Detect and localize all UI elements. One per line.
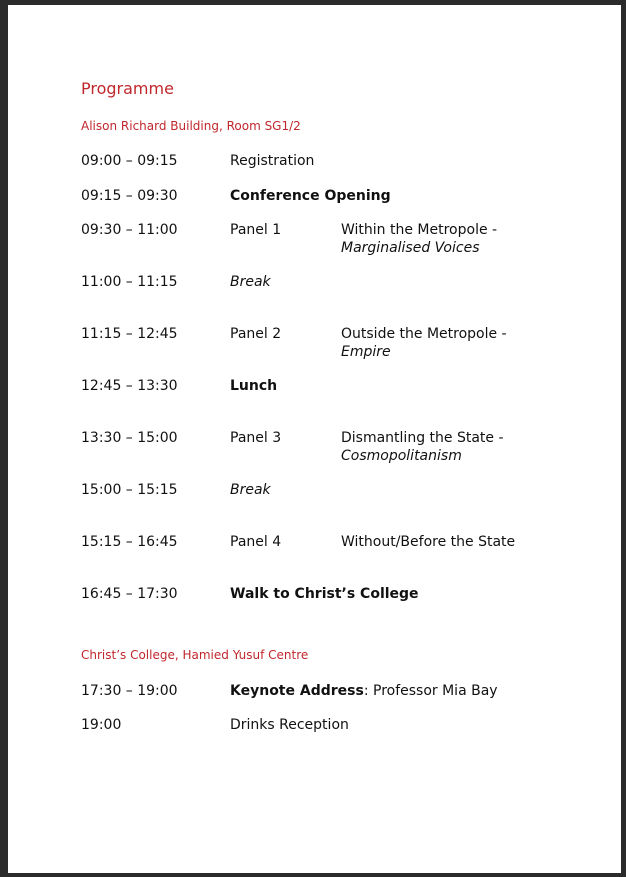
row-label: [230, 682, 498, 700]
row-label: Registration: [230, 153, 315, 169]
keynote-speaker: : Professor Mia Bay: [363, 683, 498, 699]
venue-heading-1: Alison Richard Building, Room SG1/2: [81, 119, 301, 133]
row-label: Panel 4: [230, 534, 282, 550]
row-description: [341, 221, 497, 257]
row-time: 16:45 – 17:30: [81, 586, 178, 602]
row-label: Panel 1: [230, 222, 282, 238]
row-desc-main: Dismantling the State -: [341, 430, 504, 446]
row-time: 17:30 – 19:00: [81, 683, 178, 699]
row-label: Break: [230, 274, 271, 290]
row-label: Panel 3: [230, 430, 282, 446]
row-description: [341, 533, 515, 551]
row-label: Lunch: [230, 378, 278, 394]
row-desc-main: Outside the Metropole -: [341, 326, 507, 342]
row-desc-sub: Empire: [341, 344, 391, 360]
row-label: Walk to Christ’s College: [230, 586, 419, 602]
row-time: 09:00 – 09:15: [81, 153, 178, 169]
row-label: Panel 2: [230, 326, 282, 342]
row-time: 11:15 – 12:45: [81, 326, 178, 342]
row-description: [341, 429, 504, 465]
row-time: 15:15 – 16:45: [81, 534, 178, 550]
row-time: 12:45 – 13:30: [81, 378, 178, 394]
row-desc-main: Without/Before the State: [341, 534, 516, 550]
row-label: Break: [230, 482, 271, 498]
row-description: [341, 325, 507, 361]
document-page: [8, 5, 621, 873]
row-label: Drinks Reception: [230, 717, 349, 733]
row-label: Conference Opening: [230, 188, 391, 204]
row-time: 13:30 – 15:00: [81, 430, 178, 446]
page-title: Programme: [81, 79, 174, 98]
row-time: 11:00 – 11:15: [81, 274, 178, 290]
row-desc-sub: Marginalised Voices: [341, 240, 480, 256]
row-time: 15:00 – 15:15: [81, 482, 178, 498]
row-time: 09:15 – 09:30: [81, 188, 178, 204]
row-desc-main: Within the Metropole -: [341, 222, 498, 238]
row-time: 19:00: [81, 717, 122, 733]
row-desc-sub: Cosmopolitanism: [341, 448, 462, 464]
keynote-label: Keynote Address: [230, 683, 364, 699]
venue-heading-2: Christ’s College, Hamied Yusuf Centre: [81, 648, 309, 662]
row-time: 09:30 – 11:00: [81, 222, 178, 238]
